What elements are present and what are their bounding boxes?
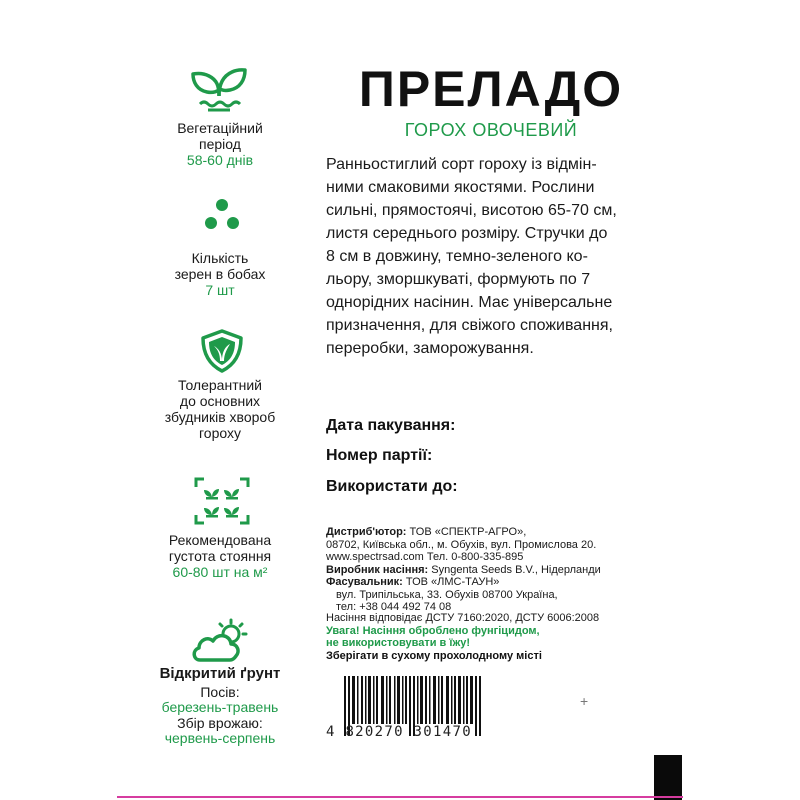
tolerance-label-4: гороху (199, 425, 241, 441)
harvest-value: червень-серпень (164, 730, 276, 746)
seedlings-grid-icon (194, 477, 250, 525)
description-line: Ранньостиглий сорт гороху із відмін- (326, 156, 597, 173)
density-value: 60-80 шт на м² (172, 564, 268, 580)
vegetation-value: 58-60 днів (186, 152, 254, 168)
product-subtitle: ГОРОХ ОВОЧЕВИЙ (404, 120, 578, 140)
barcode-number: 4 820270 301470 (326, 724, 472, 740)
storage-note: Зберігати в сухому прохолодному місті (326, 649, 542, 662)
description-line: сильні, прямостоячі, висотою 65-70 см, (326, 202, 617, 219)
distributor-value: ТОВ «СПЕКТР-АГРО», (409, 526, 527, 538)
tolerance-label-1: Толерантний (178, 377, 262, 393)
description-line: призначення, для свіжого споживання, (326, 317, 613, 334)
density-label-2: густота стояння (168, 548, 272, 564)
distributor-address: 08702, Київська обл., м. Обухів, вул. Промислова 20. (326, 538, 597, 551)
description-line: ними смаковими якостями. Рослини (326, 179, 595, 196)
cloud-sun-icon (190, 618, 250, 664)
print-mark (654, 755, 682, 800)
description-line: льору, зморшкуваті, формують по 7 (326, 271, 591, 288)
shield-leaf-icon (198, 328, 246, 374)
density-block (140, 532, 300, 580)
product-title: ПРЕЛАДО (358, 61, 624, 117)
density-label-1: Рекомендована (168, 532, 272, 548)
description-line: 8 см в довжину, темно-зеленого ко- (326, 248, 588, 265)
use-by-label: Використати до: (326, 478, 458, 495)
packer-label: Фасувальник: (326, 576, 403, 588)
three-dots-icon (203, 197, 241, 231)
vegetation-block (140, 120, 300, 168)
sowing-label: Посів: (200, 683, 240, 700)
ground-title: Відкритий ґрунт (159, 665, 281, 682)
seeds-value: 7 шт (205, 282, 235, 298)
packer-address: вул. Трипільська, 33. Обухів 08700 Україна, (336, 588, 558, 601)
vegetation-label-1: Вегетаційний (177, 120, 263, 136)
description-line: листя середнього розміру. Стручки до (326, 225, 608, 242)
tolerance-label-2: до основних (179, 393, 261, 409)
trim-line (117, 796, 683, 798)
producer-label: Виробник насіння: (326, 563, 429, 576)
seeds-block (140, 250, 300, 298)
packer-value: ТОВ «ЛМС-ТАУН» (405, 576, 500, 588)
warning-line-2: не використовувати в їжу! (326, 637, 471, 649)
sowing-value: березень-травень (161, 699, 279, 715)
batch-number-label: Номер партії: (326, 447, 433, 464)
packer-phone: тел: +38 044 492 74 08 (336, 601, 452, 613)
vegetation-label-2: період (199, 136, 241, 152)
description-line: однорідних насінин. Має універсальне (326, 294, 613, 311)
product-description (326, 153, 666, 360)
seeds-label-2: зерен в бобах (174, 266, 266, 282)
notes-block (326, 612, 656, 662)
registration-mark-icon: + (580, 693, 589, 709)
standard-note: Насіння відповідає ДСТУ 7160:2020, ДСТУ 6006:2008 (326, 612, 600, 624)
pack-date-label: Дата пакування: (326, 417, 456, 434)
description-line: переробки, заморожування. (326, 340, 534, 357)
tolerance-label-3: збудників хвороб (164, 409, 276, 425)
ground-block (140, 666, 300, 747)
tolerance-block (140, 377, 300, 441)
distributor-label: Дистриб'ютор: (326, 526, 407, 538)
warning-line-1: Увага! Насіння оброблено фунгіцидом, (326, 624, 540, 637)
producer-value: Syngenta Seeds B.V., Нідерланди (431, 563, 601, 576)
seeds-label-1: Кількість (191, 250, 249, 266)
company-info (326, 526, 656, 614)
sprout-icon (190, 66, 248, 112)
distributor-contact: www.spectrsad.com Тел. 0-800-335-895 (326, 551, 524, 563)
harvest-label: Збір врожаю: (177, 714, 263, 731)
